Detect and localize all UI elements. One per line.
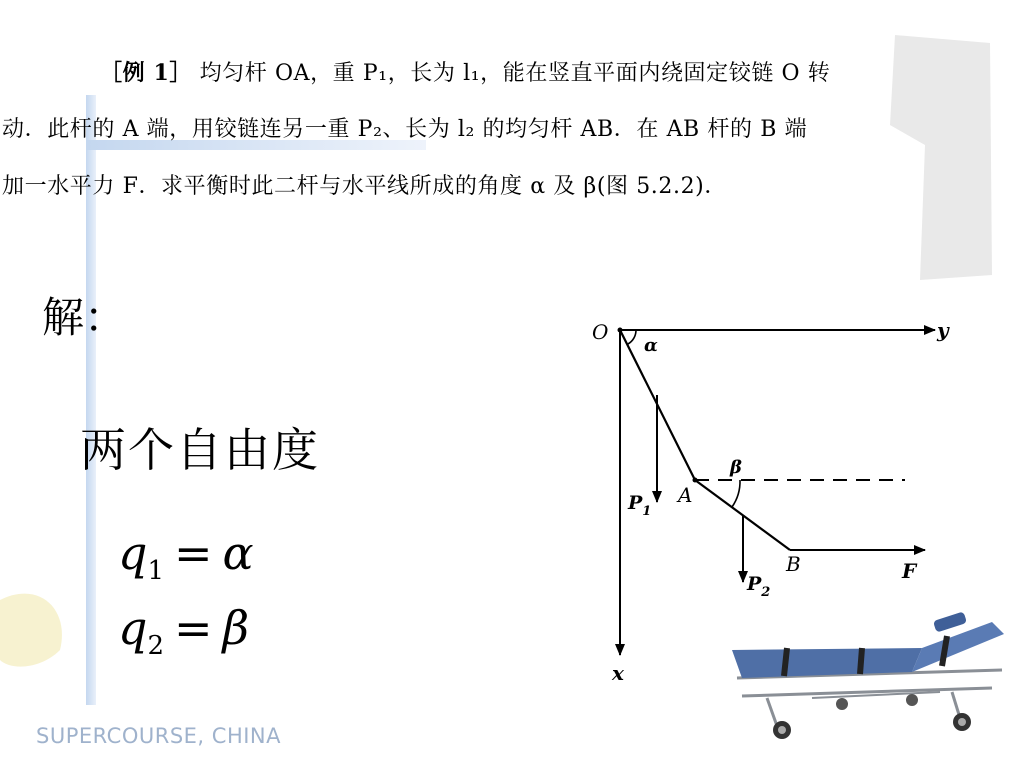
solution-label: 解： — [42, 293, 127, 342]
coord-value: β — [222, 601, 250, 655]
coord-subscript: 1 — [147, 556, 164, 587]
alpha-angle-arc — [628, 330, 636, 344]
generalized-coordinate-1 — [118, 525, 254, 599]
beta-angle-arc — [732, 480, 740, 507]
problem-line-3: 加一水平力 F．求平衡时此二杆与水平线所成的角度 α 及 β(图 5.2.2)． — [2, 174, 727, 199]
coord-symbol: q — [118, 526, 148, 580]
example-tag: ［例 1］ — [100, 60, 192, 86]
label-beta: β — [730, 457, 742, 478]
problem-text-1: 均匀杆 OA，重 P₁，长为 l₁，能在竖直平面内绕固定铰链 O 转 — [199, 61, 831, 86]
problem-line-2: 动．此杆的 A 端，用铰链连另一重 P₂、长为 l₂ 的均匀杆 AB．在 AB 杆的 B 端 — [2, 117, 808, 142]
coord-subscript: 2 — [147, 631, 164, 662]
stretcher-illustration — [712, 608, 1017, 748]
label-alpha: α — [644, 335, 658, 356]
hinge-a-icon — [693, 478, 698, 483]
degrees-of-freedom-text: 两个自由度 — [80, 423, 320, 477]
equals-sign: = — [174, 526, 213, 580]
footer-brand: SUPERCOURSE, CHINA — [36, 724, 282, 748]
equals-sign: = — [174, 601, 213, 655]
label-f: F — [902, 559, 917, 583]
label-b: B — [786, 552, 801, 576]
problem-line-1 — [0, 58, 1000, 89]
label-p1: $P_1$ — [628, 492, 652, 519]
hinge-o-icon — [618, 328, 623, 333]
problem-statement — [0, 58, 1000, 202]
generalized-coordinate-2 — [118, 600, 249, 674]
label-y: y — [937, 318, 949, 342]
label-o: O — [592, 320, 609, 344]
label-a: A — [678, 483, 693, 507]
label-x: x — [612, 661, 624, 685]
coord-value: α — [222, 526, 254, 580]
stretcher-icon — [732, 611, 1004, 739]
label-p2: $P_2$ — [747, 573, 771, 600]
coord-symbol: q — [118, 601, 148, 655]
decorative-leaf-icon — [0, 560, 80, 680]
